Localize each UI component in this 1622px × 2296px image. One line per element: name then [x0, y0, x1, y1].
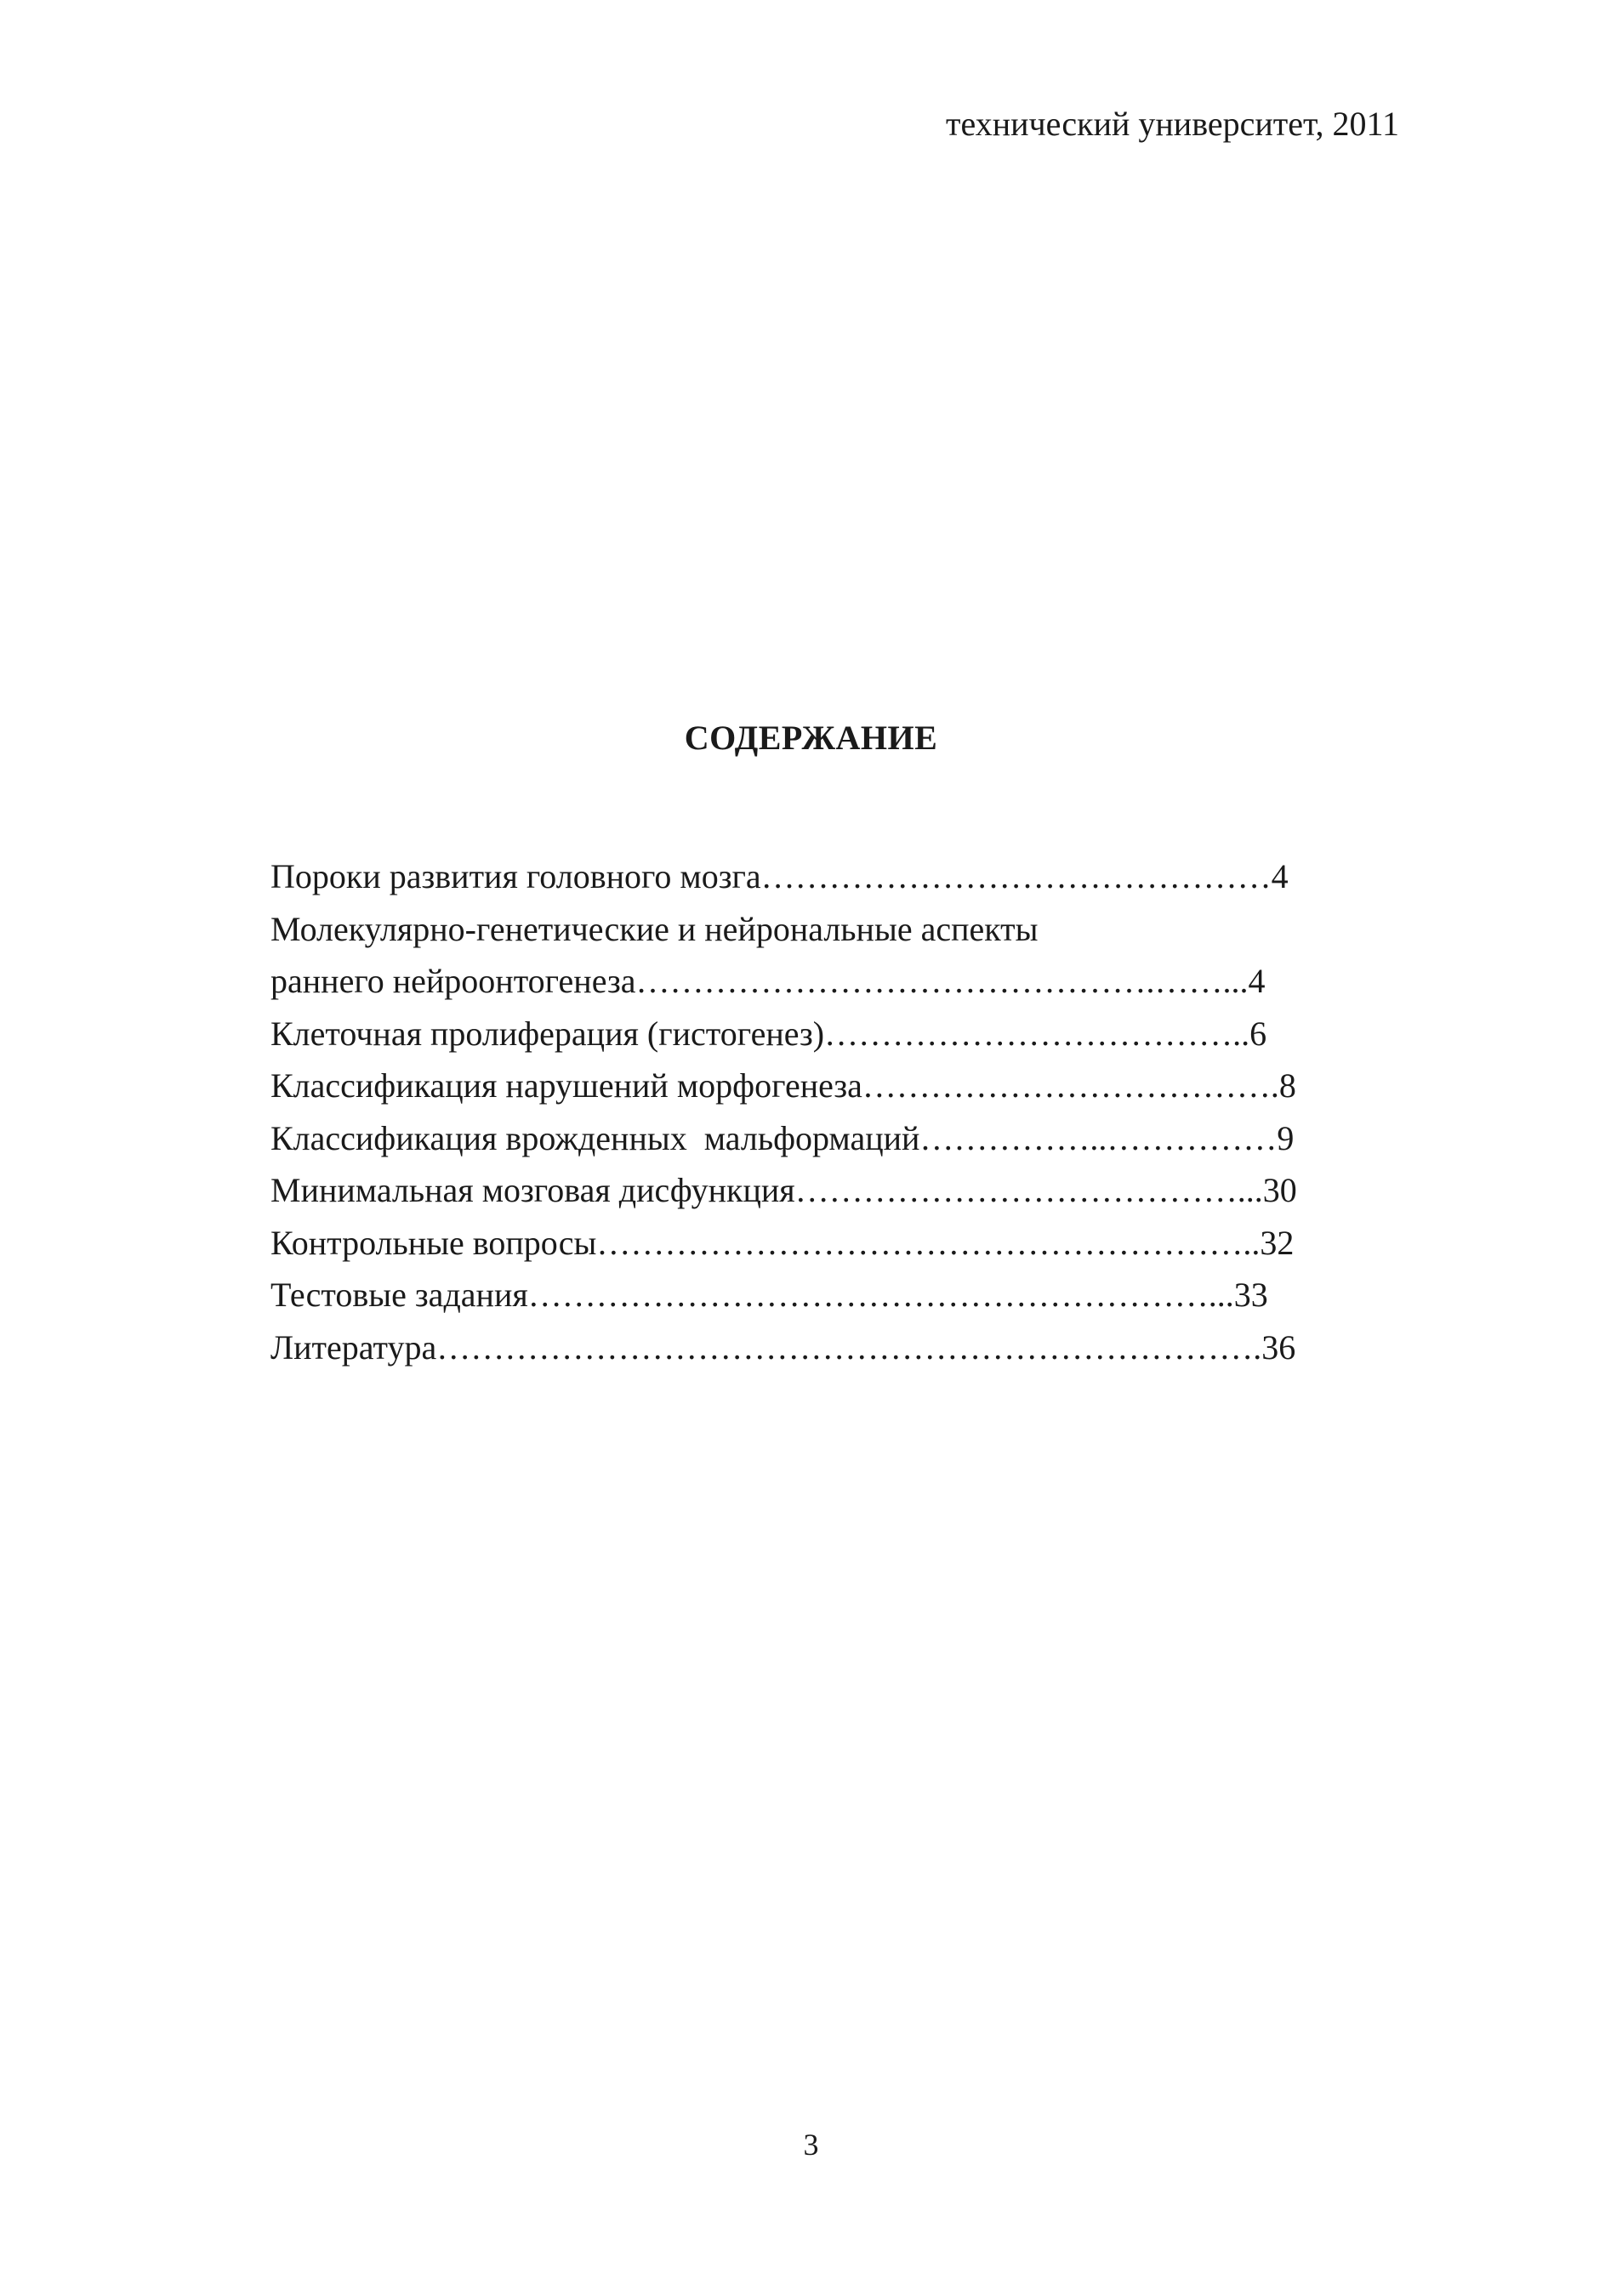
toc-entry: Молекулярно-генетические и нейрональные аспекты	[270, 909, 1039, 948]
toc-entry: Классификация нарушений морфогенеза……………………………….8	[270, 1066, 1296, 1105]
toc-entry: Контрольные вопросы…………………………………………………..32	[270, 1223, 1295, 1262]
toc-entry: Литература……………………………………………………………….36	[270, 1327, 1296, 1367]
toc-entry: Тестовые задания……………………………………………………...33	[270, 1276, 1268, 1314]
toc-entry: раннего нейроонтогенеза……………………………………….……...4	[270, 962, 1266, 1000]
toc-title: СОДЕРЖАНИЕ	[684, 719, 938, 757]
toc-entry: Клеточная пролиферация (гистогенез)………………………………..6	[270, 1014, 1267, 1053]
table-of-contents	[270, 850, 1427, 1373]
toc-entry: Классификация врожденных мальформаций……………..……………9	[270, 1118, 1295, 1157]
toc-entry: Минимальная мозговая дисфункция…………………………………...30	[270, 1171, 1297, 1209]
header-text: технический университет, 2011	[946, 105, 1399, 143]
page-number: 3	[803, 2128, 819, 2162]
toc-entry: Пороки развития головного мозга………………………………………4	[270, 857, 1289, 895]
